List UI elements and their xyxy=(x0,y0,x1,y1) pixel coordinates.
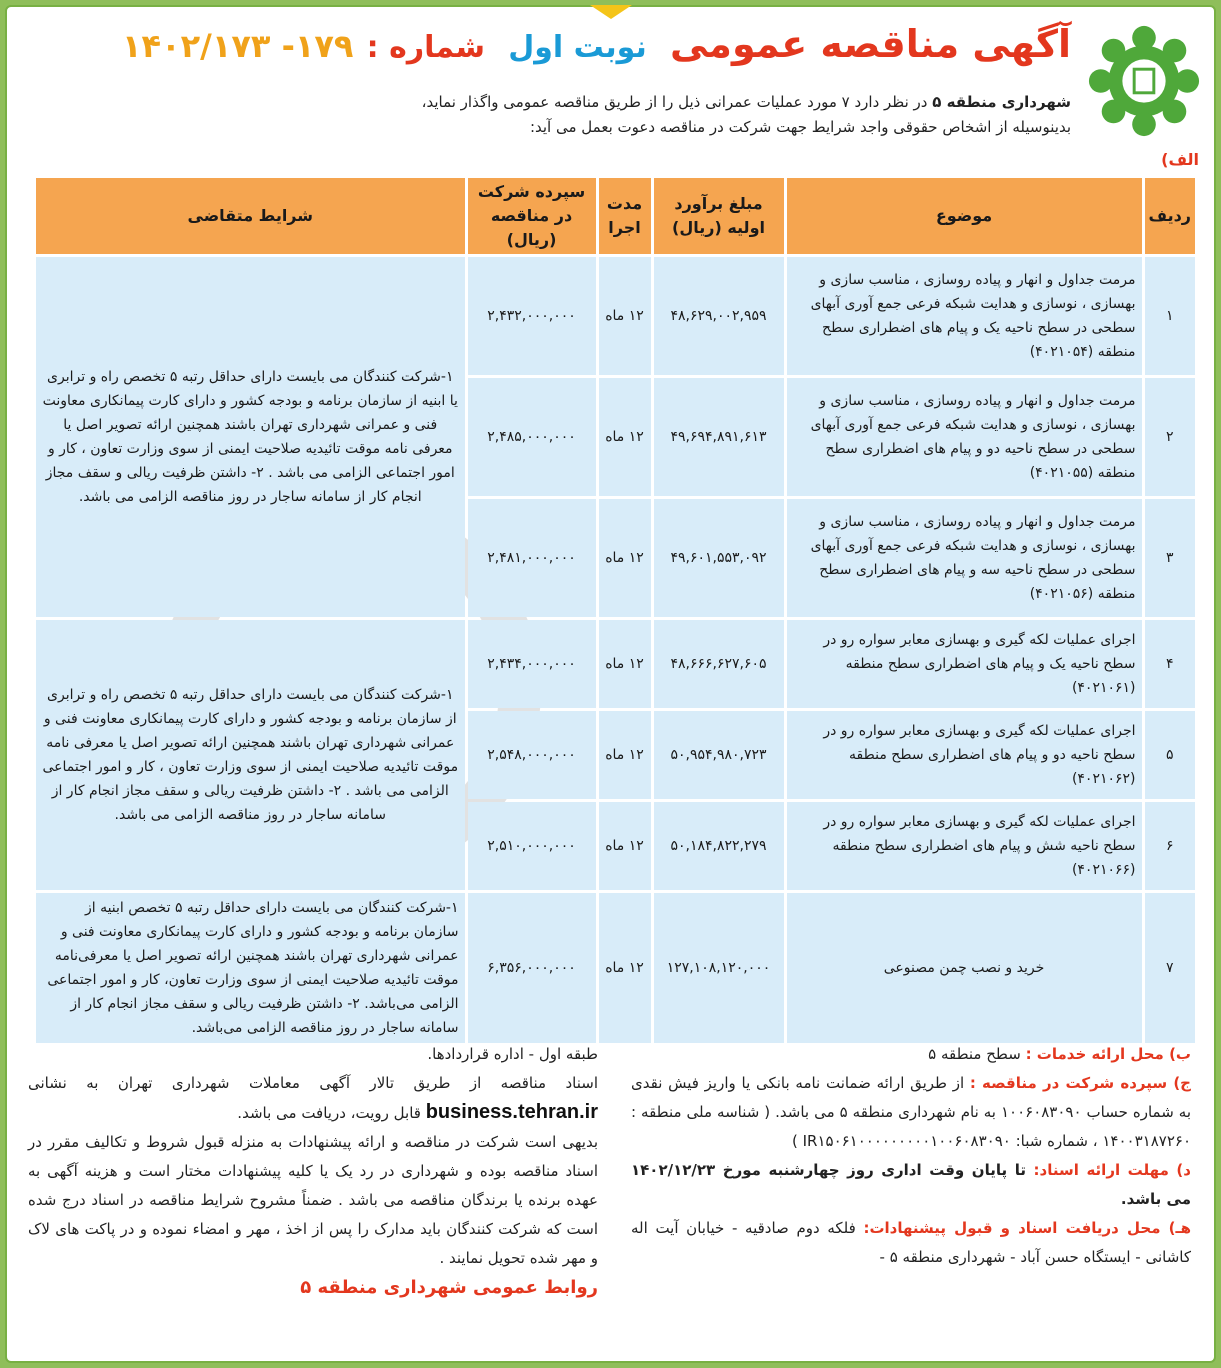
detail-b-label: ب) محل ارائه خدمات : xyxy=(1025,1045,1191,1063)
header-row-number: ردیف xyxy=(1145,178,1195,254)
ad-title xyxy=(122,22,1071,66)
intro-line-1: در نظر دارد ۷ مورد عملیات عمرانی ذیل را از طریق مناقصه عمومی واگذار نماید، xyxy=(421,93,928,111)
intro-org: شهرداری منطقه ۵ xyxy=(932,93,1071,111)
docs-text-2: قابل رویت، دریافت می باشد. xyxy=(237,1104,421,1122)
row-duration: ۱۲ ماه xyxy=(599,257,651,375)
conditions-group-a: ۱-شرکت کنندگان می بایست دارای حداقل رتبه ۵ تخصص راه و ترابری یا ابنیه از سازمان برنامه و بودجه کشور و دارای کارت پیمانکاری معاونت فنی و عمرانی شهرداری تهران باشند همچنین ارائه تصویر اصل یا معرفی نامه موقت تائیدیه صلاحیت ایمنی از سوی وزارت تعاون ، کار و امور اجتماعی الزامی می باشد . ۲- داشتن ظرفیت ریالی و سقف مجاز انجام کار از سامانه ساجار در روز مناقصه الزامی می باشد. xyxy=(36,257,465,617)
header-conditions: شرایط متقاضی xyxy=(36,178,465,254)
header-estimate: مبلغ برآورد اولیه (ریال) xyxy=(654,178,784,254)
row-estimate: ۴۹,۶۹۴,۸۹۱,۶۱۳ xyxy=(654,378,784,496)
tender-table xyxy=(33,175,1198,1046)
header-subject: موضوع xyxy=(787,178,1142,254)
row-estimate: ۵۰,۱۸۴,۸۲۲,۲۷۹ xyxy=(654,802,784,890)
detail-h-label: هـ) محل دریافت اسناد و قبول پیشنهادات: xyxy=(863,1219,1191,1237)
detail-d-text: تا پایان وقت اداری روز چهارشنبه مورخ ۱۴۰۲/۱۲/۲۳ می باشد. xyxy=(631,1161,1191,1208)
row-deposit: ۲,۴۸۵,۰۰۰,۰۰۰ xyxy=(468,378,596,496)
detail-d-label: د) مهلت ارائه اسناد: xyxy=(1033,1161,1191,1179)
header-deposit: سپرده شرکت در مناقصه (ریال) xyxy=(468,178,596,254)
table-header-row xyxy=(36,178,1195,254)
details-right xyxy=(631,1040,1191,1272)
row-estimate: ۵۰,۹۵۴,۹۸۰,۷۲۳ xyxy=(654,711,784,799)
row-subject: مرمت جداول و انهار و پیاده روسازی ، مناسب سازی و بهسازی ، نوسازی و هدایت شبکه فرعی جمع آوری آبهای سطحی در سطح ناحیه یک و پیام های اضطراری سطح منطقه (۴۰۲۱۰۵۴) xyxy=(787,257,1142,375)
row-number: ۶ xyxy=(1145,802,1195,890)
terms-note: بدیهی است شرکت در مناقصه و ارائه پیشنهادات به منزله قبول شروط و تکالیف مقرر در اسناد مناقصه بوده و شهرداری در رد یک یا کلیه پیشنهادات مختار است و هزینه آگهی به عهده برنده یا برندگان مناقصه می باشد . ضمناً مشروح شرایط مناقصه در اسناد درج شده است که شرکت کنندگان باید مدارک را پس از اخذ ، مهر و امضاء نموده و در پاکت های لاک و مهر شده تحویل نمایند . xyxy=(28,1133,598,1267)
title-main: آگهی مناقصه عمومی xyxy=(669,22,1071,66)
row-deposit: ۶,۳۵۶,۰۰۰,۰۰۰ xyxy=(468,893,596,1043)
row-duration: ۱۲ ماه xyxy=(599,499,651,617)
detail-h xyxy=(631,1214,1191,1272)
row-duration: ۱۲ ماه xyxy=(599,620,651,708)
intro-line-2: بدینوسیله از اشخاص حقوقی واجد شرایط جهت شرکت در مناقصه دعوت بعمل می آید: xyxy=(529,118,1071,136)
conditions-group-c: ۱-شرکت کنندگان می بایست دارای حداقل رتبه ۵ تخصص ابنیه از سازمان برنامه و بودجه کشور و دارای کارت پیمانکاری معاونت فنی و عمرانی شهرداری تهران باشند همچنین ارائه تصویر اصل یا معرفی‌نامه موقت تائیدیه صلاحیت ایمنی از سوی وزارت تعاون، کار و امور اجتماعی الزامی می‌باشد. ۲- داشتن ظرفیت ریالی و سقف مجاز انجام کار از سامانه ساجار در روز مناقصه الزامی می‌باشد. xyxy=(36,893,465,1043)
website-link[interactable]: business.tehran.ir xyxy=(425,1101,598,1123)
row-subject: مرمت جداول و انهار و پیاده روسازی ، مناسب سازی و بهسازی ، نوسازی و هدایت شبکه فرعی جمع آوری آبهای سطحی در سطح ناحیه سه و پیام های اضطراری سطح منطقه (۴۰۲۱۰۵۶) xyxy=(787,499,1142,617)
detail-h-text: فلکه دوم صادقیه - خیابان آیت اله کاشانی - ایستگاه حسن آباد - شهرداری منطقه ۵ - xyxy=(631,1219,1191,1266)
public-relations-signature: روابط عمومی شهرداری منطقه ۵ xyxy=(300,1277,598,1298)
detail-j xyxy=(631,1069,1191,1156)
row-subject: مرمت جداول و انهار و پیاده روسازی ، مناسب سازی و بهسازی ، نوسازی و هدایت شبکه فرعی جمع آوری آبهای سطحی در سطح ناحیه دو و پیام های اضطراری سطح منطقه (۴۰۲۱۰۵۵) xyxy=(787,378,1142,496)
docs-info xyxy=(28,1069,598,1128)
section-label: الف) xyxy=(1161,150,1199,169)
detail-j-text: از طریق ارائه ضمانت نامه بانکی یا واریز فیش نقدی به شماره حساب ۱۰۰۶۰۸۳۰۹۰ به نام شهرداری منطقه ۵ می باشد. ( شناسه ملی منطقه : ۱۴۰۰۳۱۸۷۲۶۰ ، شماره شبا: IR۱۵۰۶۱۰۰۰۰۰۰۰۰۰۱۰۰۶۰۸۳۰۹۰ ) xyxy=(631,1074,1191,1150)
row-estimate: ۱۲۷,۱۰۸,۱۲۰,۰۰۰ xyxy=(654,893,784,1043)
row-number: ۵ xyxy=(1145,711,1195,799)
row-estimate: ۴۸,۶۶۶,۶۲۷,۶۰۵ xyxy=(654,620,784,708)
row-number: ۱ xyxy=(1145,257,1195,375)
row-number: ۲ xyxy=(1145,378,1195,496)
docs-text-1: اسناد مناقصه از طریق تالار آگهی معاملات شهرداری تهران به نشانی xyxy=(28,1074,598,1092)
row-number: ۷ xyxy=(1145,893,1195,1043)
row-duration: ۱۲ ماه xyxy=(599,378,651,496)
header-duration: مدت اجرا xyxy=(599,178,651,254)
row-number: ۴ xyxy=(1145,620,1195,708)
row-deposit: ۲,۴۳۴,۰۰۰,۰۰۰ xyxy=(468,620,596,708)
row-deposit: ۲,۴۸۱,۰۰۰,۰۰۰ xyxy=(468,499,596,617)
row-deposit: ۲,۴۳۲,۰۰۰,۰۰۰ xyxy=(468,257,596,375)
title-round: نوبت اول xyxy=(508,30,647,65)
table-row xyxy=(36,893,1195,1043)
row-estimate: ۴۹,۶۰۱,۵۵۳,۰۹۲ xyxy=(654,499,784,617)
row-subject: اجرای عملیات لکه گیری و بهسازی معابر سواره رو در سطح ناحیه یک و پیام های اضطراری سطح منطقه (۴۰۲۱۰۶۱) xyxy=(787,620,1142,708)
detail-h-continued: طبقه اول - اداره قراردادها. xyxy=(427,1045,598,1063)
row-subject: اجرای عملیات لکه گیری و بهسازی معابر سواره رو در سطح ناحیه شش و پیام های اضطراری سطح منطقه (۴۰۲۱۰۶۶) xyxy=(787,802,1142,890)
details-left xyxy=(28,1040,598,1302)
title-number-label: شماره : xyxy=(366,30,485,65)
detail-b xyxy=(631,1040,1191,1069)
row-subject: اجرای عملیات لکه گیری و بهسازی معابر سواره رو در سطح ناحیه دو و پیام های اضطراری سطح منطقه (۴۰۲۱۰۶۲) xyxy=(787,711,1142,799)
row-subject: خرید و نصب چمن مصنوعی xyxy=(787,893,1142,1043)
title-number: ۱۷۹- ۱۴۰۲/۱۷۳ xyxy=(122,27,354,65)
tehran-municipality-logo-icon xyxy=(1085,22,1203,140)
table-row xyxy=(36,257,1195,375)
detail-j-label: ج) سپرده شرکت در مناقصه : xyxy=(969,1074,1191,1092)
row-deposit: ۲,۵۱۰,۰۰۰,۰۰۰ xyxy=(468,802,596,890)
row-estimate: ۴۸,۶۲۹,۰۰۲,۹۵۹ xyxy=(654,257,784,375)
intro-text xyxy=(191,90,1071,140)
conditions-group-b: ۱-شرکت کنندگان می بایست دارای حداقل رتبه ۵ تخصص راه و ترابری از سازمان برنامه و بودجه کشور و دارای کارت پیمانکاری معاونت فنی و عمرانی شهرداری تهران باشند همچنین ارائه تصویر اصل یا معرفی نامه موقت تائیدیه صلاحیت ایمنی از سوی وزارت تعاون ، کار و امور اجتماعی الزامی می باشد . ۲- داشتن ظرفیت ریالی و سقف مجاز انجام کار از سامانه ساجار در روز مناقصه الزامی می باشد. xyxy=(36,620,465,890)
detail-b-text: سطح منطقه ۵ xyxy=(928,1045,1021,1063)
row-number: ۳ xyxy=(1145,499,1195,617)
detail-d xyxy=(631,1156,1191,1214)
row-duration: ۱۲ ماه xyxy=(599,711,651,799)
table-row xyxy=(36,620,1195,708)
row-deposit: ۲,۵۴۸,۰۰۰,۰۰۰ xyxy=(468,711,596,799)
row-duration: ۱۲ ماه xyxy=(599,802,651,890)
row-duration: ۱۲ ماه xyxy=(599,893,651,1043)
